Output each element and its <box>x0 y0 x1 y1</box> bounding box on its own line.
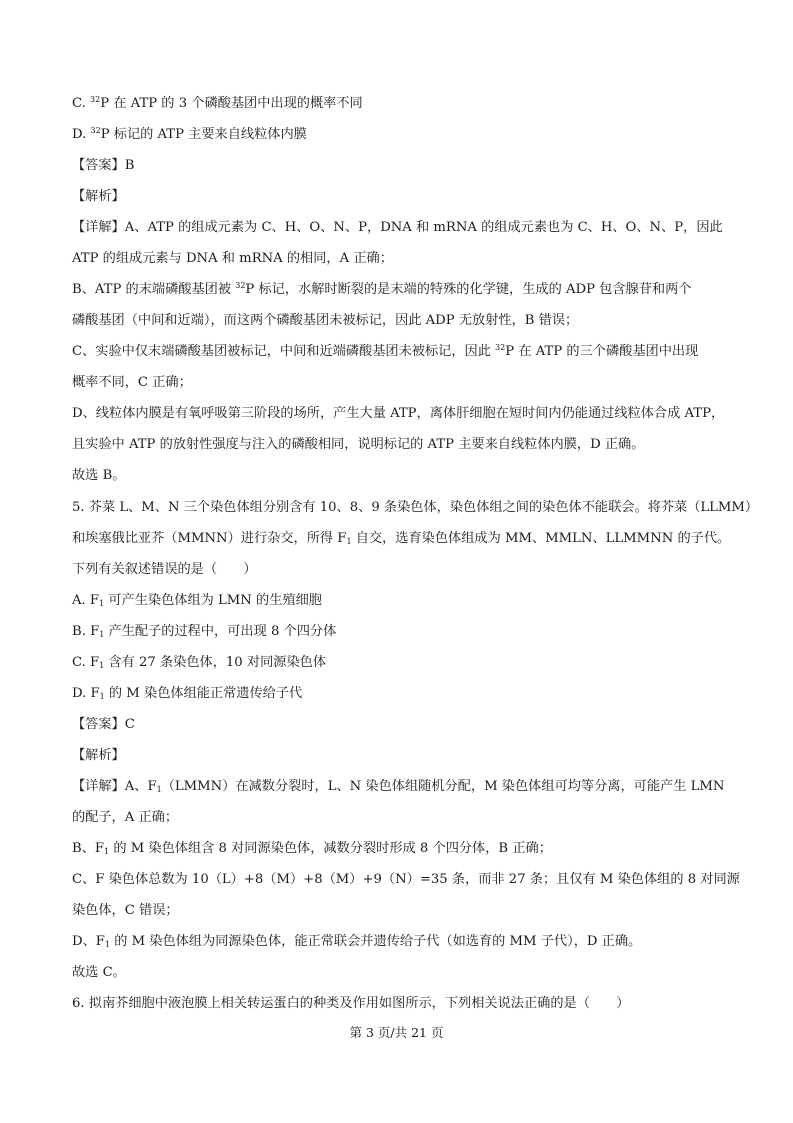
page-footer: 第 3 页/共 21 页 <box>349 1025 444 1040</box>
q4-conclusion: 故选 B。 <box>72 468 126 483</box>
q5-detail-line: B、$F_1$ 的 M 染色体组含 8 对同源染色体，减数分裂时形成 8 个四分体，B 正确； <box>72 841 552 856</box>
q5-option-a: A. $F_1$ 可产生染色体组为 LMN 的生殖细胞 <box>72 593 322 608</box>
q5-option-b: B. $F_1$ 产生配子的过程中，可出现 8 个四分体 <box>72 624 337 639</box>
q4-detail-line: 概率不同，C 正确； <box>72 375 192 390</box>
q4-detail-line: ATP 的组成元素与 DNA 和 mRNA 的相同，A 正确； <box>72 251 393 266</box>
q4-detail-line: 【详解】A、ATP 的组成元素为 C、H、O、N、P，DNA 和 mRNA 的组成元素也为 C、H、O、N、P，因此 <box>72 220 723 235</box>
q5-detail-line: D、$F_1$ 的 M 染色体组为同源染色体，能正常联会并遗传给子代（如选育的 MM 子代），D 正确。 <box>72 934 642 949</box>
q5-answer: 【答案】C <box>72 717 135 732</box>
q5-option-c: C. $F_1$ 含有 27 条染色体，10 对同源染色体 <box>72 655 327 670</box>
q4-answer: 【答案】B <box>72 158 135 173</box>
q5-analysis-label: 【解析】 <box>72 748 125 763</box>
q6-stem: 6. 拟南芥细胞中液泡膜上相关转运蛋白的种类及作用如图所示，下列相关说法正确的是（ ） <box>72 996 630 1011</box>
q5-detail-line: C、F 染色体总数为 10（L）+8（M）+8（M）+9（N）=35 条，而非 27 条；且仅有 M 染色体组的 8 对同源 <box>72 872 740 887</box>
q5-conclusion: 故选 C。 <box>72 965 126 980</box>
q5-detail-line: 染色体，C 错误； <box>72 903 179 918</box>
q5-stem: 和埃塞俄比亚芥（MMNN）进行杂交，所得 $F_1$ 自交，选育染色体组成为 MM、MMLN、LLMMNN 的子代。 <box>72 531 731 546</box>
q4-detail-line: D、线粒体内膜是有氧呼吸第三阶段的场所，产生大量 ATP，离体肝细胞在短时间内仍能通过线粒体合成 ATP， <box>72 406 725 421</box>
q5-stem: 5. 芥菜 L、M、N 三个染色体组分别含有 10、8、9 条染色体，染色体组之间的染色体不能联会。将芥菜（LLMM） <box>72 500 759 515</box>
q4-option-d: D. $^{32}$P 标记的 ATP 主要来自线粒体内膜 <box>72 126 307 142</box>
q4-detail-line: B、ATP 的末端磷酸基团被 $^{32}$P 标记，水解时断裂的是末端的特殊的化学键，生成的 ADP 包含腺苷和两个 <box>72 281 692 297</box>
q4-detail-line: C、实验中仅末端磷酸基团被标记，中间和近端磷酸基团未被标记，因此 $^{32}$P 在 ATP 的三个磷酸基团中出现 <box>72 343 699 359</box>
q4-detail-line: 且实验中 ATP 的放射性强度与注入的磷酸相同，说明标记的 ATP 主要来自线粒体内膜，D 正确。 <box>72 437 645 452</box>
q5-stem: 下列有关叙述错误的是（ ） <box>72 562 257 577</box>
q4-option-c: C. $^{32}$P 在 ATP 的 3 个磷酸基团中出现的概率不同 <box>72 95 363 111</box>
q5-detail-line: 【详解】A、$F_1(LMMN)$在减数分裂时，L、N 染色体组随机分配，M 染色体组可均等分离，可能产生 LMN <box>72 779 725 794</box>
q4-analysis-label: 【解析】 <box>72 189 125 204</box>
q5-option-d: D. $F_1$ 的 M 染色体组能正常遗传给子代 <box>72 686 303 701</box>
q5-detail-line: 的配子，A 正确； <box>72 810 179 825</box>
q4-detail-line: 磷酸基团（中间和近端），而这两个磷酸基团未被标记，因此 ADP 无放射性，B 错误； <box>72 313 579 328</box>
